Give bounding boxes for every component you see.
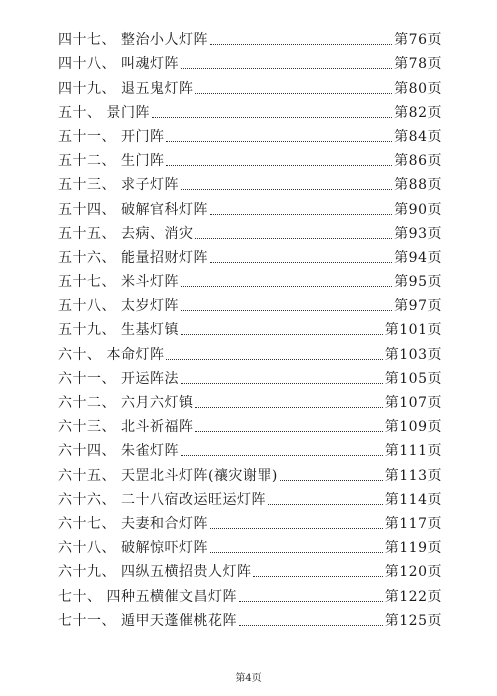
- toc-entry[interactable]: [58, 508, 442, 532]
- toc-entry[interactable]: [58, 290, 442, 314]
- dot-leader: [253, 576, 382, 577]
- toc-entry-page: 第84页: [394, 128, 442, 145]
- toc-entry-title: 七十、 四种五横催文昌灯阵: [58, 588, 237, 605]
- dot-leader: [166, 165, 392, 166]
- toc-entry[interactable]: [58, 435, 442, 459]
- toc-entry-page: 第94页: [394, 249, 442, 266]
- toc-entry-page: 第107页: [384, 395, 442, 411]
- toc-entry[interactable]: [58, 532, 442, 556]
- dot-leader: [280, 480, 383, 481]
- dot-leader: [210, 44, 392, 45]
- toc-entry-page: 第125页: [384, 612, 442, 629]
- toc-entry-page: 第109页: [384, 419, 442, 436]
- toc-entry-page: 第86页: [394, 153, 442, 170]
- toc-entry[interactable]: [58, 145, 442, 169]
- dot-leader: [210, 214, 392, 215]
- toc-entry-title: 五十六、 能量招财灯阵: [58, 249, 208, 266]
- toc-entry[interactable]: [58, 580, 442, 604]
- toc-entry-page: 第111页: [384, 443, 442, 460]
- toc-entry[interactable]: [58, 24, 442, 48]
- toc-entry-title: 五十二、 生门阵: [58, 153, 165, 170]
- dot-leader: [181, 334, 383, 335]
- toc-entry[interactable]: [58, 411, 442, 435]
- toc-entry[interactable]: [58, 121, 442, 145]
- dot-leader: [181, 286, 392, 287]
- toc-entry-page: 第80页: [394, 80, 442, 97]
- toc-entry-page: 第82页: [394, 104, 442, 121]
- toc-entry[interactable]: [58, 459, 442, 483]
- dot-leader: [210, 552, 383, 553]
- toc-entry[interactable]: [58, 484, 442, 508]
- toc-entry-page: 第90页: [394, 201, 442, 218]
- toc-entry-page: 第97页: [394, 298, 442, 315]
- toc-entry[interactable]: [58, 97, 442, 121]
- toc-entry-title: 六十七、 夫妻和合灯阵: [58, 515, 208, 532]
- toc-entry[interactable]: [58, 193, 442, 217]
- toc-entry-page: 第95页: [394, 274, 442, 291]
- table-of-contents: [58, 24, 442, 629]
- dot-leader: [195, 431, 382, 432]
- toc-entry-title: 六十、 本命灯阵: [58, 346, 165, 363]
- dot-leader: [239, 625, 383, 626]
- toc-entry-page: 第119页: [384, 540, 442, 557]
- toc-entry-page: 第101页: [384, 322, 442, 339]
- toc-entry-title: 五十三、 求子灯阵: [58, 177, 179, 194]
- toc-entry-title: 四十九、 退五鬼灯阵: [58, 80, 194, 97]
- toc-entry-page: 第122页: [384, 588, 442, 605]
- dot-leader: [166, 141, 392, 142]
- toc-entry-title: 五十一、 开门阵: [58, 128, 165, 145]
- toc-entry-page: 第113页: [384, 467, 442, 484]
- toc-entry[interactable]: [58, 266, 442, 290]
- dot-leader: [181, 383, 383, 384]
- dot-leader: [195, 93, 392, 94]
- toc-entry[interactable]: [58, 363, 442, 387]
- dot-leader: [239, 601, 383, 602]
- toc-entry[interactable]: [58, 338, 442, 362]
- toc-entry-title: 五十四、 破解官科灯阵: [58, 201, 208, 218]
- toc-entry-title: 四十八、 叫魂灯阵: [58, 56, 179, 73]
- toc-entry-title: 五十七、 米斗灯阵: [58, 274, 179, 291]
- toc-entry-page: 第114页: [384, 491, 442, 508]
- toc-entry-title: 五十五、 去病、消灾: [58, 225, 194, 242]
- toc-entry-page: 第88页: [394, 177, 442, 194]
- page-number-footer: 第4页: [235, 673, 262, 684]
- toc-entry[interactable]: [58, 387, 442, 411]
- dot-leader: [268, 504, 383, 505]
- toc-entry-title: 六十五、 天罡北斗灯阵(禳灾谢罪): [58, 467, 278, 484]
- toc-entry-title: 四十七、 整治小人灯阵: [58, 32, 208, 49]
- toc-entry-title: 六十九、 四纵五横招贵人灯阵: [58, 564, 252, 581]
- dot-leader: [181, 455, 383, 456]
- dot-leader: [152, 117, 392, 118]
- toc-entry-title: 五十九、 生基灯镇: [58, 322, 179, 339]
- toc-entry[interactable]: [58, 72, 442, 96]
- dot-leader: [195, 407, 382, 408]
- dot-leader: [181, 310, 392, 311]
- toc-entry-title: 六十三、 北斗祈福阵: [58, 419, 194, 436]
- toc-entry-title: 六十八、 破解惊吓灯阵: [58, 540, 208, 557]
- toc-entry[interactable]: [58, 169, 442, 193]
- toc-entry-title: 五十八、 太岁灯阵: [58, 298, 179, 315]
- toc-entry[interactable]: [58, 242, 442, 266]
- dot-leader: [181, 189, 392, 190]
- toc-entry-title: 六十四、 朱雀灯阵: [58, 443, 179, 460]
- dot-leader: [210, 528, 383, 529]
- toc-entry[interactable]: [58, 48, 442, 72]
- toc-entry-page: 第78页: [394, 56, 442, 73]
- toc-entry[interactable]: [58, 218, 442, 242]
- dot-leader: [195, 238, 392, 239]
- toc-entry-page: 第93页: [394, 225, 442, 242]
- dot-leader: [181, 68, 392, 69]
- toc-entry-title: 五十、 景门阵: [58, 104, 150, 121]
- toc-entry-title: 七十一、 遁甲天蓬催桃花阵: [58, 612, 237, 629]
- toc-entry-title: 六十二、 六月六灯镇: [58, 395, 194, 411]
- toc-entry-title: 六十六、 二十八宿改运旺运灯阵: [58, 491, 266, 508]
- toc-entry[interactable]: [58, 605, 442, 629]
- toc-entry-title: 六十一、 开运阵法: [58, 370, 179, 387]
- toc-entry-page: 第117页: [384, 515, 442, 532]
- toc-entry[interactable]: [58, 314, 442, 338]
- toc-entry-page: 第120页: [384, 564, 442, 581]
- dot-leader: [210, 262, 392, 263]
- dot-leader: [166, 359, 382, 360]
- toc-entry-page: 第105页: [384, 370, 442, 387]
- toc-entry[interactable]: [58, 556, 442, 580]
- toc-entry-page: 第103页: [384, 346, 442, 363]
- toc-entry-page: 第76页: [394, 32, 442, 49]
